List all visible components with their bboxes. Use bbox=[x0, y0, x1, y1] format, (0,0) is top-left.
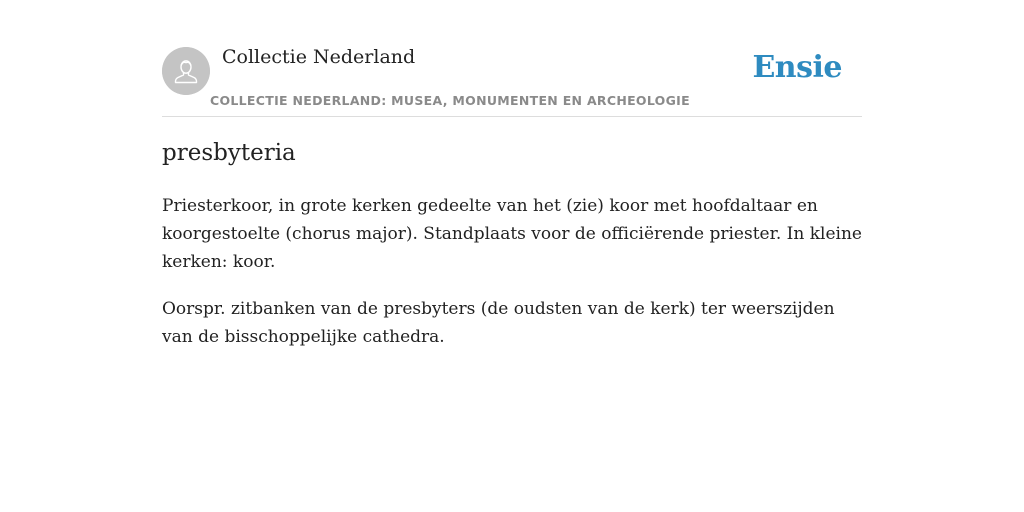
entry-paragraph: Oorspr. zitbanken van de presbyters (de oudsten van de kerk) ter weerszijden van de bisschoppelijke cathedra. bbox=[162, 299, 835, 347]
entry-body bbox=[162, 192, 862, 370]
source-name-link[interactable]: Collectie Nederland bbox=[222, 46, 416, 68]
source-subtitle-link[interactable]: COLLECTIE NEDERLAND: MUSEA, MONUMENTEN EN ARCHEOLOGIE bbox=[210, 93, 690, 108]
source-avatar[interactable] bbox=[162, 47, 210, 95]
entry-paragraph: Priesterkoor, in grote kerken gedeelte van het (zie) koor met hoofdaltaar en koorgestoelte (chorus major). Standplaats voor de officiërende priester. In kleine kerken: koor. bbox=[162, 196, 862, 272]
ensie-logo[interactable]: Ensie bbox=[752, 50, 842, 85]
user-silhouette-icon bbox=[162, 47, 210, 95]
page-container bbox=[162, 0, 862, 347]
entry-title: presbyteria bbox=[162, 140, 296, 166]
source-header bbox=[162, 0, 862, 117]
